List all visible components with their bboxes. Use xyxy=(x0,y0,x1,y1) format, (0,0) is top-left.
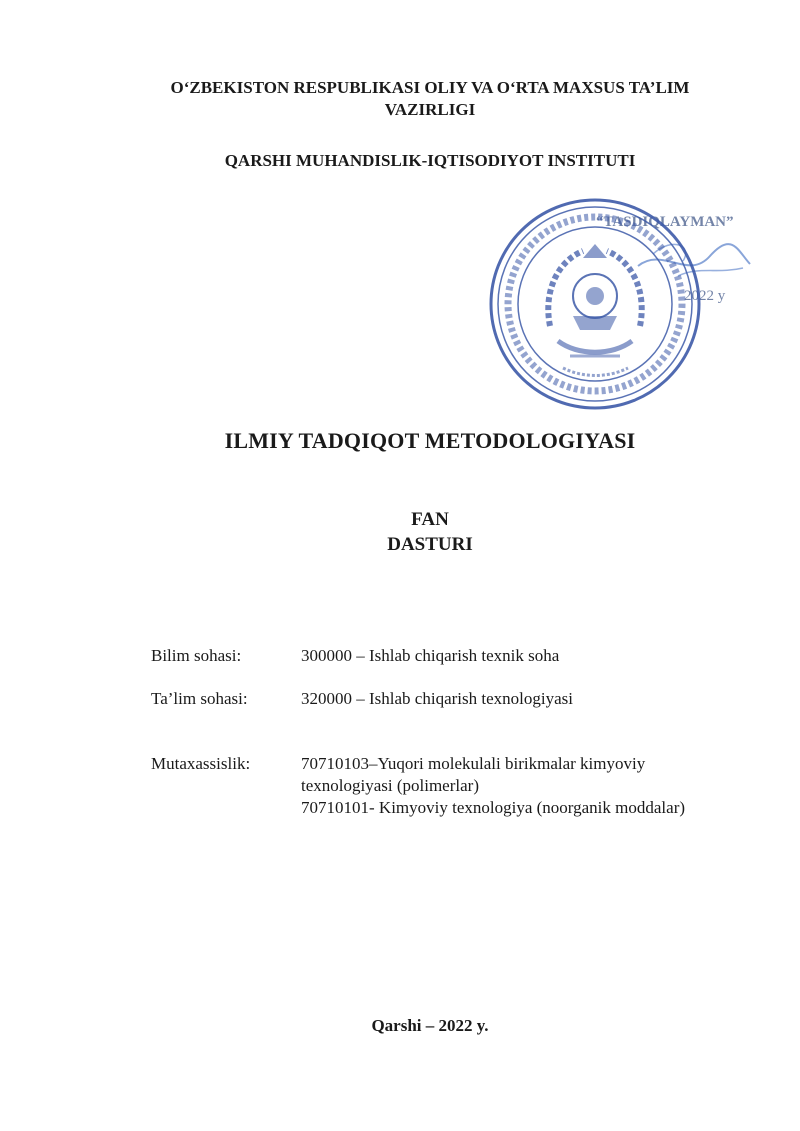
institute-name: QARSHI MUHANDISLIK-IQTISODIYOT INSTITUTI xyxy=(224,151,636,170)
mutaxassislik-line-1: 70710103–Yuqori molekulali birikmalar kimyoviy xyxy=(301,754,646,773)
mutaxassislik-line-2: texnologiyasi (polimerlar) xyxy=(301,776,479,795)
subtitle-line-1: FAN xyxy=(411,509,449,530)
info-row-bilim xyxy=(151,645,771,667)
bilim-value: 300000 – Ishlab chiqarish texnik soha xyxy=(301,646,560,665)
document-title: ILMIY TADQIQOT METODOLOGIYASI xyxy=(224,428,636,453)
document-subtitle xyxy=(60,507,800,557)
ministry-line-2: VAZIRLIGI xyxy=(384,100,476,119)
info-row-talim xyxy=(151,688,771,710)
official-seal-icon xyxy=(488,196,758,416)
approval-year: 2022 y xyxy=(684,288,726,304)
ministry-header xyxy=(60,77,800,121)
mutaxassislik-value xyxy=(301,753,771,819)
subtitle-line-2: DASTURI xyxy=(387,534,473,555)
bilim-label: Bilim sohasi: xyxy=(151,646,242,665)
talim-value: 320000 – Ishlab chiqarish texnologiyasi xyxy=(301,689,573,708)
info-row-mutaxassislik xyxy=(151,753,771,819)
mutaxassislik-label: Mutaxassislik: xyxy=(151,754,251,773)
ministry-line-1: O‘ZBEKISTON RESPUBLIKASI OLIY VA O‘RTA MAXSUS TA’LIM xyxy=(170,78,690,97)
talim-label: Ta’lim sohasi: xyxy=(151,689,248,708)
mutaxassislik-line-3: 70710101- Kimyoviy texnologiya (noorganik moddalar) xyxy=(301,798,686,817)
approval-text: “TASDIQLAYMAN” xyxy=(596,214,734,230)
city-year: Qarshi – 2022 y. xyxy=(371,1016,489,1035)
approval-stamp-area xyxy=(488,196,758,416)
